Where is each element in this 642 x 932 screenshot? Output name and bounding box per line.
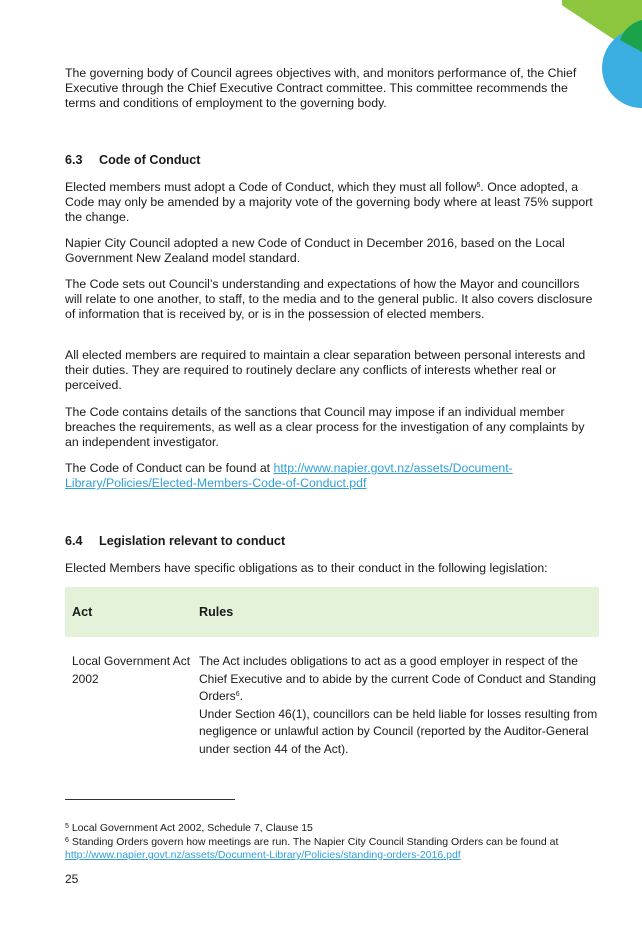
table-header-act: Act xyxy=(72,605,93,619)
section-number: 6.4 xyxy=(65,534,83,548)
code-p1 xyxy=(65,180,599,225)
legislation-table xyxy=(65,587,599,758)
table-header-row xyxy=(65,587,599,637)
footnotes xyxy=(65,822,599,863)
footnote-5-number: 5 xyxy=(65,823,69,830)
code-p6 xyxy=(65,461,599,491)
footnote-divider xyxy=(65,799,235,800)
table-cell-rules xyxy=(199,653,599,758)
code-p1-text: Elected members must adopt a Code of Conduct, which they must all follow xyxy=(65,180,477,194)
rules-p1: The Act includes obligations to act as a good employer in respect of the Chief Executive and to abide by the current Code of Conduct and Standing Orders xyxy=(199,654,596,703)
code-p6-prefix: The Code of Conduct can be found at xyxy=(65,461,274,475)
code-of-conduct-link[interactable]: http://www.napier.govt.nz/assets/Document-Library/Policies/Elected-Members-Code-of-Conduct.pdf xyxy=(65,461,513,490)
code-p1-rest: . Once adopted, a Code may only be amended by a majority vote of the governing body where at least 75% support the change. xyxy=(65,180,593,224)
rules-p2: Under Section 46(1), councillors can be held liable for losses resulting from negligence or unlawful action by Council (reported by the Auditor-General under section 44 of the Act). xyxy=(199,706,598,756)
code-p4-text: All elected members are required to maintain a clear separation between personal interests and their duties. They are required to routinely declare any conflicts of interests whether real or perceived. xyxy=(65,348,586,392)
section-heading xyxy=(65,534,599,548)
code-p2 xyxy=(65,236,599,266)
code-p2-text: Napier City Council adopted a new Code of Conduct in December 2016, based on the Local Government New Zealand model standard. xyxy=(65,236,565,265)
intro-paragraph xyxy=(65,66,599,111)
code-p5 xyxy=(65,405,599,450)
rules-p1-end: . xyxy=(239,689,243,703)
code-p3-text: The Code sets out Council’s understanding and expectations of how the Mayor and councillors will relate to one another, to staff, to the media and to the general public. It also covers disclosure of information that is received by, or is in the possession of elected members. xyxy=(65,277,593,321)
section-number: 6.3 xyxy=(65,153,83,167)
footnote-5-text: Local Government Act 2002, Schedule 7, Clause 15 xyxy=(68,822,313,834)
standing-orders-link[interactable]: http://www.napier.govt.nz/assets/Document-Library/Policies/standing-orders-2016.pdf xyxy=(65,849,461,861)
intro-text: The governing body of Council agrees objectives with, and monitors performance of, the Chief Executive through the Chief Executive Contract committee. This committee recommends the terms and conditions of employment to the governing body. xyxy=(65,66,577,110)
code-p5-text: The Code contains details of the sanctions that Council may impose if an individual member breaches the requirements, as well as a clear process for the investigation of any complaints by an independent investigator. xyxy=(65,405,585,449)
table-cell-act: Local Government Act 2002 xyxy=(72,654,191,686)
section-heading xyxy=(65,153,599,167)
page-number: 25 xyxy=(65,872,79,886)
code-p4 xyxy=(65,348,599,393)
footnote-6 xyxy=(65,836,599,863)
code-p3 xyxy=(65,277,599,322)
section-6-4 xyxy=(65,534,599,548)
footnote-ref-6[interactable]: 6 xyxy=(235,691,240,698)
table-header-rules: Rules xyxy=(199,605,234,619)
section-title: Code of Conduct xyxy=(99,153,201,167)
footnote-6-text: Standing Orders govern how meetings are run. The Napier City Council Standing Orders can be found at xyxy=(68,835,559,848)
footnote-ref-5[interactable]: 5 xyxy=(476,182,481,189)
table-row xyxy=(65,637,599,758)
section-6-3 xyxy=(65,153,599,167)
footnote-6-number: 6 xyxy=(65,836,69,844)
section-title: Legislation relevant to conduct xyxy=(99,534,286,548)
legislation-intro-text: Elected Members have specific obligations as to their conduct in the following legislation: xyxy=(65,561,548,575)
legislation-intro xyxy=(65,561,599,576)
footnote-5 xyxy=(65,822,599,836)
